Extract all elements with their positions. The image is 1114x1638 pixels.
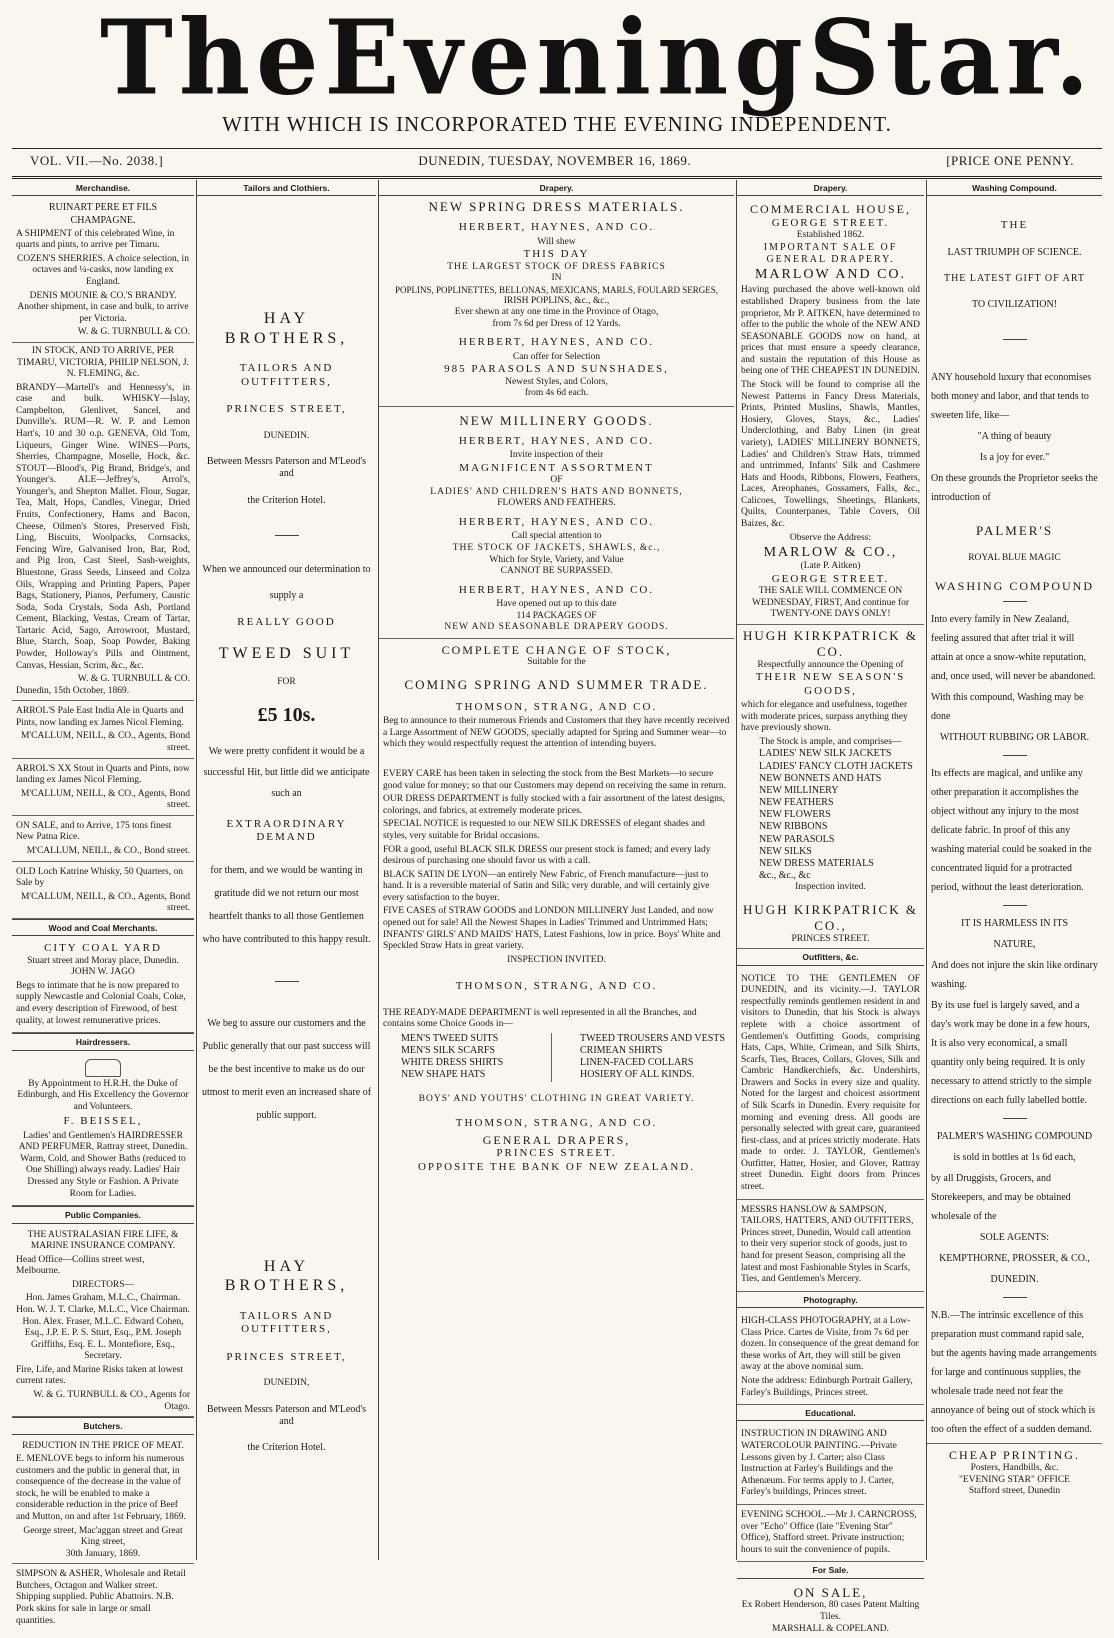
notice-text: OUR DRESS DEPARTMENT is fully stocked with a fair assortment of the latest designs, colorings, and fabrics, at extremely moderate prices. xyxy=(383,794,725,816)
body-text: is sold in bottles at 1s 6d each, xyxy=(953,1152,1076,1164)
list-item: NEW BONNETS AND HATS xyxy=(759,772,882,784)
advert-text: The Stock is ample, and comprises— xyxy=(759,736,902,747)
advert-text: Head Office—Collins street west, Melbourne. xyxy=(16,1254,145,1277)
advert-signature: M'CALLUM, NEILL, & CO., Bond street. xyxy=(26,846,190,857)
suit-price: £5 10s. xyxy=(257,703,316,726)
body-text: THE STOCK OF JACKETS, SHAWLS, &c., xyxy=(452,542,661,553)
tweed-suit-heading: TWEED SUIT xyxy=(218,644,355,662)
advert-text: ARROL'S Pale East India Ale in Quarts and Pints, now landing ex James Nicol Fleming. xyxy=(16,706,184,728)
advert-photography xyxy=(737,1311,924,1405)
column-3 xyxy=(378,180,734,1560)
agent-name: KEMPTHORNE, PROSSER, & CO., xyxy=(939,1253,1090,1265)
advert-date: Dunedin, 15th October, 1869. xyxy=(16,685,130,696)
list-item: TWEED TROUSERS AND VESTS xyxy=(580,1032,725,1044)
advert-title: CHEAP PRINTING. xyxy=(949,1448,1080,1463)
body-text: MAGNIFICENT ASSORTMENT xyxy=(459,461,654,474)
advert-text: SIMPSON & ASHER, Wholesale and Retail Butchers, Octagon and Walker street. Shipping supplied. Public Abattoirs. N.B. Pork skins for sale in large or small quantities. xyxy=(16,1569,186,1626)
advert-signature: W. & G. TURNBULL & CO., Agents for Otago. xyxy=(33,1390,190,1412)
product-name: ROYAL BLUE MAGIC xyxy=(968,553,1061,564)
advert-coal-yard xyxy=(12,939,194,1033)
section-heading-washing-compound: Washing Compound. xyxy=(927,180,1102,196)
body-text: Will shew xyxy=(537,236,576,247)
section-heading-wood-coal: Wood and Coal Merchants. xyxy=(12,919,194,936)
advert-text: COZEN'S SHERRIES. A choice selection, in octaves and ¼-casks, now landing ex England. xyxy=(17,253,189,288)
firm-name: HUGH KIRKPATRICK & CO., xyxy=(743,902,918,933)
column-4 xyxy=(736,180,924,1634)
divider xyxy=(1003,339,1027,340)
divider xyxy=(275,535,299,536)
advert-text: BRANDY—Martell's and Hennessy's, in case and bulk. WHISKY—Islay, Campbelton, Glenlivet, Sancel, and Dunville's. RUM—R. W. P. and Lemon Hart's, 10 and 30 o.p. GENEVA, Old Tom, Liqueurs, Ginger Wine. WINES—Ports, Sherries, Champagne, Moselle, Hock, &c. STOUT—Blood's, Pig Brand, Bridge's, and Younger's. ALE—Jeffrey's, Arrol's, Younger's, and Shepton Mallet. Flour, Sugar, Tea, Malt, Hops, Candles, Vinegar, Dried Fruits, Confectionery, Hams and Bacon, Cheese, Oilmen's Stores, Preserved Fish, Ling, Biscuits, Woolpacks, Cornsacks, Fencing Wire, Galvanised Iron, Bar, Rod, and Pig Iron, Cast Steel, Sash-weights, Bluestone, Grass Seeds, Linseed and Colza Oils, Wrapping and Printing Papers, Paper Bags, Stationery, Pianos, Perfumery, Caustic Soda, Soda Crystals, Soda Ash, Portland Cement, Blacking, Vestas, Cream of Tartar, Tartaric Acid, Sago, Arrowroot, Mustard, Blue, Starch, Soap, Soap Powder, Baking Powder, Holloway's Pills and Ointment, Canvas, Hessian, Scrim, &c., &c. xyxy=(16,382,190,671)
body-text: And does not injure the skin like ordinary washing. xyxy=(931,960,1098,991)
firm-name: HAY BROTHERS, xyxy=(224,1257,349,1295)
advert-text: Established 1862. xyxy=(796,230,865,241)
body-text: THE LARGEST STOCK OF DRESS FABRICS xyxy=(447,261,666,272)
advert-text: which for elegance and usefulness, together with moderate prices, surpass anything they have previously shown. xyxy=(741,700,908,734)
body-text: SOLE AGENTS: xyxy=(979,1232,1050,1244)
section-heading-tailors: Tailors and Clothiers. xyxy=(197,180,376,196)
column-2 xyxy=(196,180,376,1560)
list-item: NEW FLOWERS xyxy=(759,809,831,821)
advert-title: THE AUSTRALASIAN FIRE LIFE, & MARINE INSURANCE COMPANY. xyxy=(27,1229,179,1252)
list-item: LINEN-FACED COLLARS xyxy=(580,1057,694,1069)
advert-title: COMMERCIAL HOUSE, xyxy=(750,202,911,217)
firm-name: THOMSON, STRANG, AND CO. xyxy=(455,980,658,993)
advert-address: Stafford street, Dunedin xyxy=(968,1486,1061,1497)
masthead-rule xyxy=(12,148,1102,149)
body-text: by all Druggists, Grocers, and Storekeepers, and may be obtained wholesale of the xyxy=(931,1173,1071,1223)
body-text: FOR xyxy=(277,677,296,688)
advert-commercial-house xyxy=(737,199,924,625)
list-item: HOSIERY OF ALL KINDS. xyxy=(580,1069,695,1081)
divider xyxy=(275,981,299,982)
headline-spring-summer: COMING SPRING AND SUMMER TRADE. xyxy=(404,677,709,693)
section-heading-for-sale: For Sale. xyxy=(737,1562,924,1578)
body-text: IN xyxy=(551,273,562,284)
headline-millinery: NEW MILLINERY GOODS. xyxy=(459,413,654,429)
advert-text: Respectfully announce the Opening of xyxy=(757,659,904,670)
body-text: 114 PACKAGES OF xyxy=(516,610,597,621)
advert-arrols-ale xyxy=(12,701,194,758)
section-heading-merchandise: Merchandise. xyxy=(12,180,194,196)
advert-text: E. MENLOVE begs to inform his numerous customers and the public in general that, in consequence of the decrease in the value of stock, he will be enabled to make a considerable reduction in the price of Beef and Mutton, on and after 1st February, 1869. xyxy=(16,1454,186,1523)
divider xyxy=(1003,601,1027,602)
advert-text: EVENING SCHOOL.—Mr J. CARNCROSS, over "Echo" Office (late "Evening Star" Office), Stafford street. Private instruction; hours to suit the convenience of pupils. xyxy=(741,1509,917,1555)
section-heading-public-companies: Public Companies. xyxy=(12,1206,194,1223)
list-item: WHITE DRESS SHIRTS xyxy=(401,1057,504,1069)
section-heading-butchers: Butchers. xyxy=(12,1417,194,1434)
publication-date: DUNEDIN, TUESDAY, NOVEMBER 16, 1869. xyxy=(418,153,692,168)
advert-hairdresser xyxy=(12,1054,194,1207)
advert-text: ON SALE, and to Arrive, 175 tons finest New Patna Rice. xyxy=(16,820,172,843)
advert-hanslow-sampson xyxy=(737,1200,924,1292)
advert-evening-school xyxy=(737,1505,924,1562)
body-text: from 7s 6d per Dress of 12 Yards. xyxy=(492,318,621,329)
advert-address: Stuart street and Moray place, Dunedin. xyxy=(27,955,179,966)
advert-signature: M'CALLUM, NEILL, & CO., Agents, Bond street. xyxy=(20,788,190,811)
advert-text: DENIS MOUNIE & CO.'S BRANDY. Another shipment, in case and bulk, to arrive per Victoria. xyxy=(17,290,189,324)
firm-name: HAY BROTHERS, xyxy=(224,310,349,347)
firm-between: Between Messrs Paterson and M'Leod's and xyxy=(206,456,367,480)
notice-text: SPECIAL NOTICE is requested to our NEW SILK DRESSES of elegant shades and styles, very suitable for Bridal occasions. xyxy=(383,819,705,841)
list-item: NEW FEATHERS xyxy=(759,797,834,809)
body-text: Call special attention to xyxy=(511,531,602,542)
body-text: We beg to assure our customers and the Public generally that our past success will be the best incentive to make us do our utmost to merit even an increased share of public support. xyxy=(201,1017,372,1121)
body-text: NATURE, xyxy=(993,939,1036,951)
list-item: NEW MILLINERY xyxy=(759,784,839,796)
body-text: BOYS' AND YOUTHS' CLOTHING IN GREAT VARIETY. xyxy=(418,1093,695,1104)
advert-name: F. BEISSEL, xyxy=(63,1115,143,1128)
headline: TO CIVILIZATION! xyxy=(971,299,1058,311)
body-text: INSPECTION INVITED. xyxy=(507,954,606,965)
advert-address: PRINCES STREET. xyxy=(791,933,870,944)
advert-meat-price xyxy=(12,1438,194,1565)
advert-text: By Appointment to H.R.H. the Duke of Edinburgh, and His Excellency the Governor and Volunteers. xyxy=(17,1078,189,1112)
firm-street: PRINCES STREET, xyxy=(226,1350,347,1363)
body-text: Its effects are magical, and unlike any other preparation it accomplishes the object without any injury to the most delicate fabric. In proof of this any washing material could be soaked in the concentrated liquid for a protracted period, without the least deterioration. xyxy=(931,768,1092,894)
firm-subtitle: TAILORS AND OUTFITTERS, xyxy=(239,1309,334,1336)
advert-subheading: DIRECTORS— xyxy=(71,1279,135,1290)
advert-title: IMPORTANT SALE OF GENERAL DRAPERY. xyxy=(763,241,898,266)
advert-text: THE SALE WILL COMMENCE ON WEDNESDAY, FIRST, And continue for TWENTY-ONE DAYS ONLY! xyxy=(751,586,910,620)
advert-drawing-instruction xyxy=(737,1424,924,1504)
advert-signature: W. & G. TURNBULL & CO. xyxy=(77,674,190,685)
newspaper-subtitle: WITH WHICH IS INCORPORATED THE EVENING INDEPENDENT. xyxy=(222,112,892,136)
list-item: NEW SILKS xyxy=(759,845,812,857)
list-item: NEW SHAPE HATS xyxy=(401,1069,486,1081)
royal-crest-icon xyxy=(85,1059,121,1077)
advert-signature: M'CALLUM, NEILL, & CO., Agents, Bond street. xyxy=(20,731,190,754)
advert-title: CITY COAL YARD xyxy=(44,942,162,955)
body-text: Invite inspection of their xyxy=(509,450,604,461)
body-text: On these grounds the Proprietor seeks the introduction of xyxy=(931,473,1098,504)
firm-name: HERBERT, HAYNES, AND CO. xyxy=(458,221,655,234)
advert-date: 30th January, 1869. xyxy=(65,1548,141,1559)
notice-text: FOR a good, useful BLACK SILK DRESS our present stock is famed; and every lady desirous of purchasing one should favor us with a call. xyxy=(383,844,711,867)
body-text: Can offer for Selection xyxy=(512,351,601,362)
quote-line: "A thing of beauty xyxy=(977,431,1052,443)
body-text: NEW AND SEASONABLE DRAPERY GOODS. xyxy=(444,622,669,633)
advert-title: ON SALE, xyxy=(793,1584,868,1600)
advert-text: "EVENING STAR" OFFICE xyxy=(959,1474,1070,1485)
body-text: Which for Style, Variety, and Value xyxy=(489,554,624,565)
firm-name: HERBERT, HAYNES, AND CO. xyxy=(458,434,655,447)
advert-title: RUINART PERE ET FILS CHAMPAGNE. xyxy=(48,202,158,226)
advert-address: GEORGE STREET. xyxy=(771,216,890,229)
firm-hotel: the Criterion Hotel. xyxy=(247,494,326,506)
firm-name: THOMSON, STRANG, AND CO. xyxy=(455,700,658,713)
body-text: CANNOT BE SURPASSED. xyxy=(500,566,613,577)
advert-text: MESSRS HANSLOW & SAMPSON, TAILORS, HATTERS, AND OUTFITTERS, Princes street, Dunedin, Would call attention to their very superior stock of goods, just to hand for present Season, comprising all the latest and most Fashionable Styles in Scarfs, Ties, and Gentlemen's Mercery. xyxy=(741,1204,914,1285)
firm-subtitle: TAILORS AND OUTFITTERS, xyxy=(239,362,334,388)
list-item: NEW DRESS MATERIALS xyxy=(759,858,874,870)
firm-name: HUGH KIRKPATRICK & CO. xyxy=(743,627,918,659)
product-name: WASHING COMPOUND xyxy=(934,578,1094,593)
masthead-double-rule xyxy=(12,176,1102,179)
firm-town: DUNEDIN. xyxy=(263,430,310,441)
advert-text: INSTRUCTION IN DRAWING AND WATERCOLOUR PAINTING.—Private Lessons given by J. Carter; also Class Instruction at Farley's Buildings and the Athenæum. For terms apply to J. Carter, Farley's buildings, Princes street. xyxy=(741,1429,897,1498)
body-text: FLOWERS AND FEATHERS. xyxy=(497,498,616,509)
advert-rice xyxy=(12,816,194,862)
body-text: Into every family in New Zealand, feeling assured that after trial it will attain at once a snow-white reputation, and, once used, will never be abandoned. xyxy=(931,614,1096,683)
title-word-star: Star. xyxy=(808,0,1096,119)
advert-malting-tiles xyxy=(737,1582,924,1638)
section-heading-drapery: Drapery. xyxy=(379,180,734,196)
body-text: Suitable for the xyxy=(527,657,586,668)
advert-text: Posters, Handbills, &c. xyxy=(970,1463,1059,1474)
list-item: LADIES' FANCY CLOTH JACKETS xyxy=(759,760,913,772)
advert-text: A SHIPMENT of this celebrated Wine, in quarts and pints, to arrive per Timaru. xyxy=(16,228,175,251)
advert-text: Inspection invited. xyxy=(795,882,866,893)
body-text: supply a xyxy=(269,589,304,601)
advert-signature: MARSHALL & COPELAND. xyxy=(771,1623,890,1634)
section-heading-educational: Educational. xyxy=(737,1405,924,1421)
body-text: THIS DAY xyxy=(523,248,590,261)
advert-kirkpatrick xyxy=(737,625,924,949)
divider xyxy=(1003,1297,1027,1298)
advert-title: REDUCTION IN THE PRICE OF MEAT. xyxy=(22,1440,184,1451)
firm-hotel: the Criterion Hotel. xyxy=(247,1442,326,1454)
list-item: MEN'S SILK SCARFS xyxy=(401,1045,496,1057)
advert-title: IN STOCK, AND TO ARRIVE, PER TIMARU, VICTORIA, PHILIP NELSON, J. N. FLEMING, &c. xyxy=(17,345,189,380)
body-text: We were pretty confident it would be a successful Hit, but little did we anticipate such an xyxy=(203,746,370,800)
advert-text: (Late P. Aitken) xyxy=(800,561,861,572)
advert-name: JOHN W. JAGO xyxy=(71,967,135,978)
stock-list xyxy=(741,748,920,882)
notice-text: EVERY CARE has been taken in selecting the stock from the Best Markets—to secure good value for money; so that our Customers may depend on receiving the same in return. xyxy=(383,769,726,791)
body-text: EXTRAORDINARY DEMAND xyxy=(226,818,347,844)
firm-street: PRINCES STREET, xyxy=(226,403,347,416)
section-heading-outfitters: Outfitters, &c. xyxy=(737,949,924,965)
column-5 xyxy=(926,180,1102,1560)
advert-address: GEORGE STREET. xyxy=(771,572,890,585)
advert-signature: W. & G. TURNBULL & CO. xyxy=(77,327,190,338)
body-text: ANY household luxury that economises both money and labor, and that tends to sweeten life, like— xyxy=(931,372,1092,422)
notice-text: BLACK SATIN DE LYON—an entirely New Fabric, of French manufacture—just to hand. It is a reversible material of Satin and Silk; very durable, and will certainly give every satisfaction to the buyer. xyxy=(383,869,710,903)
body-text: IRISH POPLINS, &c., &c., xyxy=(503,295,610,306)
advert-in-stock xyxy=(12,343,194,701)
body-text: By its use fuel is largely saved, and a day's work may be done in a few hours, It is also very economical, a small quantity only being required. It is only necessary to attend strictly to the simple directions on each fully labelled bottle. xyxy=(931,1000,1092,1107)
masthead xyxy=(0,0,1114,178)
advert-text: Begs to intimate that he is now prepared to supply Newcastle and Colonial Coals, Coke, and every description of Firewood, of best quality, at lowest remunerative prices. xyxy=(16,980,186,1026)
body-text: Newest Styles, and Colors, xyxy=(505,376,608,387)
firm-name: HERBERT, HAYNES, AND CO. xyxy=(458,583,655,596)
newspaper-title xyxy=(100,0,1096,119)
body-text: N.B.—The intrinsic excellence of this preparation must command rapid sale, but the agents having made arrangements for large and continuous supplies, the wholesale trade need not fear the annoyance of being out of stock which is too often the effect of a sudden demand. xyxy=(931,1310,1097,1436)
advert-whisky xyxy=(12,862,194,919)
body-text: With this compound, Washing may be done xyxy=(931,692,1084,723)
list-item: CRIMEAN SHIRTS xyxy=(580,1045,663,1057)
body-text: IT IS HARMLESS IN ITS xyxy=(960,918,1069,930)
title-word-evening: Evening xyxy=(324,0,809,119)
section-heading-drapery: Drapery. xyxy=(737,180,924,196)
notice-text: THE READY-MADE DEPARTMENT is well represented in all the Branches, and contains some Choice Goods in— xyxy=(383,1007,697,1030)
firm-town: DUNEDIN, xyxy=(263,1378,310,1389)
quote-line: Is a joy for ever." xyxy=(979,452,1050,464)
body-text: for them, and we would be wanting in gratitude did we not return our most heartfelt thanks to all those Gentlemen who have contributed to this happy result. xyxy=(202,864,371,945)
body-text: Ever shewn at any one time in the Province of Otago, xyxy=(454,307,659,318)
firm-name: HERBERT, HAYNES, AND CO. xyxy=(458,336,655,349)
advert-text: Observe the Address: xyxy=(789,532,872,543)
headline: LAST TRIUMPH OF SCIENCE. xyxy=(947,246,1082,258)
price-label: [PRICE ONE PENNY. xyxy=(946,153,1074,168)
body-text: PRINCES STREET. xyxy=(496,1147,617,1160)
dateline-bar xyxy=(30,153,1074,173)
advert-text: NOTICE TO THE GENTLEMEN OF DUNEDIN, and its vicinity.—J. TAYLOR respectfully reminds gentlemen resident in and visitors to Dunedin, that his Stock is always replete with a choice assortment of Gentlemen's Outfitting Goods, comprising Hats, Caps, White, Crimean, and Silk Shirts, Scarfs, Ties, Braces, Collars, Gloves, Silk and Cambric Handkerchiefs, &c. Undershirts, Drawers and Socks in every size and quality. Noted for the largest and choicest assortment of Silk Scarfs in Dunedin. Every requisite for morning and evening dress. All goods are personally selected with great care, guaranteed first-class, and at prices strictly moderate. Hats made to order. J. TAYLOR, Gentlemen's Outfitter, Hatter, Hosier, and Glover, Rattray street Dunedin. Eight doors from Princes street. xyxy=(741,973,920,1193)
headline-change-of-stock: COMPLETE CHANGE OF STOCK, xyxy=(441,642,672,657)
list-item: NEW PARASOLS xyxy=(759,833,835,845)
advert-simpson-asher xyxy=(12,1564,194,1632)
advert-address: George street, Mac'aggan street and Great King street, xyxy=(23,1525,183,1548)
body-text: PALMER'S WASHING COMPOUND xyxy=(936,1131,1093,1143)
body-text: When we announced our determination to xyxy=(202,563,371,575)
advert-arrols-stout xyxy=(12,759,194,816)
advert-champagne xyxy=(12,199,194,343)
list-item: &c., &c., &c xyxy=(759,870,811,882)
advert-text: ARROL'S XX Stout in Quarts and Pints, now landing ex James Nicol Fleming. xyxy=(16,763,190,786)
advert-text: Fire, Life, and Marine Risks taken at lowest current rates. xyxy=(16,1364,184,1387)
advert-text: HIGH-CLASS PHOTOGRAPHY, at a Low-Class Price. Cartes de Visite, from 7s 6d per dozen. In consequence of the great demand for these works of Art, they will still be given away at the above nominal sum. xyxy=(741,1316,919,1373)
advert-taylor xyxy=(737,969,924,1200)
body-text: WITHOUT RUBBING OR LABOR. xyxy=(939,732,1090,744)
body-text: from 4s 6d each. xyxy=(524,388,589,399)
list-item: NEW RIBBONS xyxy=(759,821,828,833)
body-text: POPLINS, POPLINETTES, BELLONAS, MEXICANS, MARLS, FOULARD SERGES, xyxy=(394,284,719,295)
divider xyxy=(1003,755,1027,756)
advert-text: Note the address: Edinburgh Portrait Gallery, Farley's Buildings, Princes street. xyxy=(741,1375,913,1398)
body-text: 985 PARASOLS AND SUNSHADES, xyxy=(444,363,669,376)
body-text: GENERAL DRAPERS, xyxy=(482,1132,631,1147)
advert-text: Having purchased the above well-known old established Drapery business from the late proprietor, Mr P. AITKEN, have determined to offer to the public the whole of the NEW AND SEASONABLE GOODS now on hand, at prices that must ensure a speedy clearance, and sustain the reputation of this House as being one of THE CHEAPEST IN DUNEDIN. xyxy=(741,285,920,377)
firm-name: MARLOW & CO., xyxy=(763,545,898,561)
section-heading-photography: Photography. xyxy=(737,1292,924,1308)
body-text: Beg to announce to their numerous Friends and Customers that they have recently received a Large Assortment of NEW GOODS, specially adapted for Spring and Summer wear—to which they would respectfully request the attention of intending buyers. xyxy=(383,716,730,750)
body-text: OPPOSITE THE BANK OF NEW ZEALAND. xyxy=(417,1160,696,1173)
divider xyxy=(1003,1118,1027,1119)
body-text: OF xyxy=(550,475,563,486)
agent-town: DUNEDIN. xyxy=(990,1274,1039,1286)
advert-insurance xyxy=(12,1227,194,1418)
list-item: LADIES' NEW SILK JACKETS xyxy=(759,748,892,760)
section-heading-hairdressers: Hairdressers. xyxy=(12,1033,194,1050)
product-name: PALMER'S xyxy=(975,523,1054,539)
list-item: MEN'S TWEED SUITS xyxy=(401,1032,499,1044)
headline: THE xyxy=(1000,219,1029,232)
title-word-the: The xyxy=(100,0,325,119)
firm-name: MARLOW AND CO. xyxy=(754,267,907,283)
body-text: Have opened out up to this date xyxy=(496,599,617,610)
advert-text: Ex Robert Henderson, 80 cases Patent Malting Tiles. xyxy=(741,1600,920,1623)
body-text: REALLY GOOD xyxy=(237,616,336,629)
firm-name: HERBERT, HAYNES, AND CO. xyxy=(458,516,655,528)
headline: THE LATEST GIFT OF ART xyxy=(943,272,1086,284)
firm-name: THOMSON, STRANG, AND CO. xyxy=(455,1117,658,1130)
notice-text: FIVE CASES of STRAW GOODS and LONDON MILLINERY Just Landed, and now opened out for sale! All the Newest Shapes in Ladies' Trimmed and Untrimmed Hats; INFANTS' GIRLS' AND MAIDS' HATS, Latest Fashions, low in price. Boys' White and Speckled Straw Hats in great variety. xyxy=(383,906,721,952)
body-text: LADIES' AND CHILDREN'S HATS AND BONNETS, xyxy=(430,486,683,497)
advert-title: THEIR NEW SEASON'S GOODS, xyxy=(755,671,906,697)
headline-dress-materials: NEW SPRING DRESS MATERIALS. xyxy=(428,199,685,215)
column-1 xyxy=(12,180,194,1626)
advert-text: The Stock will be found to comprise all the Newest Patterns in Fancy Dress Materials, Prints, Printed Muslins, Shawls, Mantles, Hosiery, Gloves, Stays, &c., Ladies' Underclothing, and Baby Linen (in great variety), LADIES' MILLINERY BONNETS, Ladies' and Children's Straw Hats, trimmed and untrimmed, Infants' Silk and Cashmere Hats and Hoods, Ribbons, Flowers, Feathers, Laces, Areophanes, Gossamers, Falls, &c., Calicoes, Towellings, Sheetings, Blankets, Quilts, Counterpanes, Table Covers, Oil Baizes, &c. xyxy=(741,380,920,529)
divider xyxy=(1003,905,1027,906)
advert-text: Hon. James Graham, M.L.C., Chairman. Hon. W. J. T. Clarke, M.L.C., Vice Chairman. Hon. Alex. Fraser, M.L.C. Edward Cohen, Esq., J.P. E. P. S. Sturt, Esq., P.M. Joseph Griffiths, Esq. E. L. Montefiore, Esq., Secretary. xyxy=(16,1293,190,1362)
advert-signature: M'CALLUM, NEILL, & CO., Agents, Bond street. xyxy=(20,891,190,914)
firm-between: Between Messrs Paterson and M'Leod's and xyxy=(206,1403,367,1427)
advert-text: OLD Loch Katrine Whisky, 50 Quarters, on Sale by xyxy=(16,866,184,889)
ready-made-list xyxy=(383,1033,730,1082)
advert-text: Ladies' and Gentlemen's HAIRDRESSER AND PERFUMER, Rattray street, Dunedin. Warm, Cold, and Shower Baths (reduced to One Shilling) always ready. Ladies' Hair Dressed any Style or Fashion. A Private Room for Ladies. xyxy=(18,1130,188,1199)
volume-number: VOL. VII.—No. 2038.] xyxy=(30,153,164,168)
